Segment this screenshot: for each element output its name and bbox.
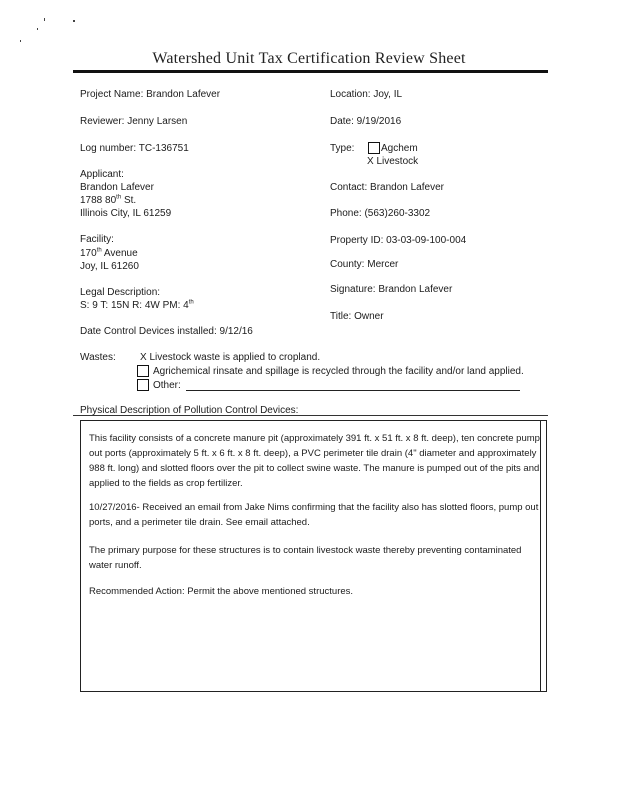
county-field: County: Mercer — [330, 259, 399, 270]
legal-description-label: Legal Description: — [80, 287, 161, 298]
facility-street — [80, 248, 138, 259]
facility-label: Facility: — [80, 234, 114, 245]
applicant-name: Brandon Lafever — [80, 182, 154, 193]
log-number-field: Log number: TC-136751 — [80, 143, 189, 154]
wastes-other-checkbox[interactable] — [137, 379, 149, 391]
facility-street-suffix: th — [96, 247, 102, 254]
description-paragraph-3: The primary purpose for these structures is to contain livestock waste thereby preventing contaminated water runoff. — [89, 545, 522, 571]
description-paragraph-2: 10/27/2016- Received an email from Jake Nims confirming that the facility also has slotted floors, pump out ports, and a perimeter tile drain. See email attached. — [89, 502, 539, 528]
applicant-street — [80, 195, 136, 206]
title-rule — [73, 70, 548, 73]
description-label: Physical Description of Pollution Control Devices: — [80, 405, 299, 416]
description-label-rule — [73, 415, 548, 416]
reviewer-field: Reviewer: Jenny Larsen — [80, 116, 188, 127]
facility-street-name: Avenue — [101, 248, 138, 259]
property-id-field: Property ID: 03-03-09-100-004 — [330, 235, 467, 246]
scan-speck — [37, 28, 38, 30]
type-label: Type: — [330, 143, 355, 154]
contact-field: Contact: Brandon Lafever — [330, 182, 444, 193]
location-field: Location: Joy, IL — [330, 89, 403, 100]
legal-description-text: S: 9 T: 15N R: 4W PM: 4 — [80, 300, 189, 311]
scan-speck — [20, 40, 21, 42]
applicant-city: Illinois City, IL 61259 — [80, 208, 172, 219]
project-name-field: Project Name: Brandon Lafever — [80, 89, 221, 100]
applicant-street-number: 1788 80 — [80, 195, 117, 206]
wastes-other-label: Other: — [153, 380, 181, 391]
recommended-action: Recommended Action: Permit the above mentioned structures. — [89, 586, 354, 597]
title-field: Title: Owner — [330, 311, 384, 322]
wastes-livestock-item: X Livestock waste is applied to cropland. — [140, 352, 321, 363]
applicant-label: Applicant: — [80, 169, 124, 180]
description-paragraph-1: This facility consists of a concrete manure pit (approximately 391 ft. x 51 ft. x 8 ft. deep), ten concrete pump out ports (approximately 5 ft. x 6 ft. x 8 ft. deep), a PVC perimeter tile drain (4" diameter and approximately 988 ft. long) and slotted floors over the pit to collect swine waste. The manure is pumped out of the pits and applied to the fields as crop fertilizer. — [89, 433, 540, 489]
applicant-street-name: St. — [121, 195, 137, 206]
type-agchem-checkbox[interactable] — [368, 142, 380, 154]
facility-city: Joy, IL 61260 — [80, 261, 139, 272]
wastes-agrichemical-item: Agrichemical rinsate and spillage is recycled through the facility and/or land applied. — [153, 366, 524, 377]
wastes-other-line — [186, 390, 520, 391]
legal-description-value — [80, 300, 194, 311]
date-installed-field: Date Control Devices installed: 9/12/16 — [80, 326, 253, 337]
signature-field: Signature: Brandon Lafever — [330, 284, 453, 295]
wastes-label: Wastes: — [80, 352, 116, 363]
facility-street-number: 170 — [80, 248, 97, 259]
type-agchem-label: Agchem — [381, 143, 418, 154]
wastes-agrichemical-checkbox[interactable] — [137, 365, 149, 377]
type-livestock-label: X Livestock — [367, 156, 419, 167]
date-field: Date: 9/19/2016 — [330, 116, 402, 127]
phone-field: Phone: (563)260-3302 — [330, 208, 431, 219]
scan-speck — [44, 18, 45, 21]
scan-speck — [73, 20, 75, 22]
document-title: Watershed Unit Tax Certification Review Sheet — [152, 50, 466, 67]
legal-description-suffix: th — [188, 299, 194, 306]
applicant-street-suffix: th — [116, 194, 122, 201]
